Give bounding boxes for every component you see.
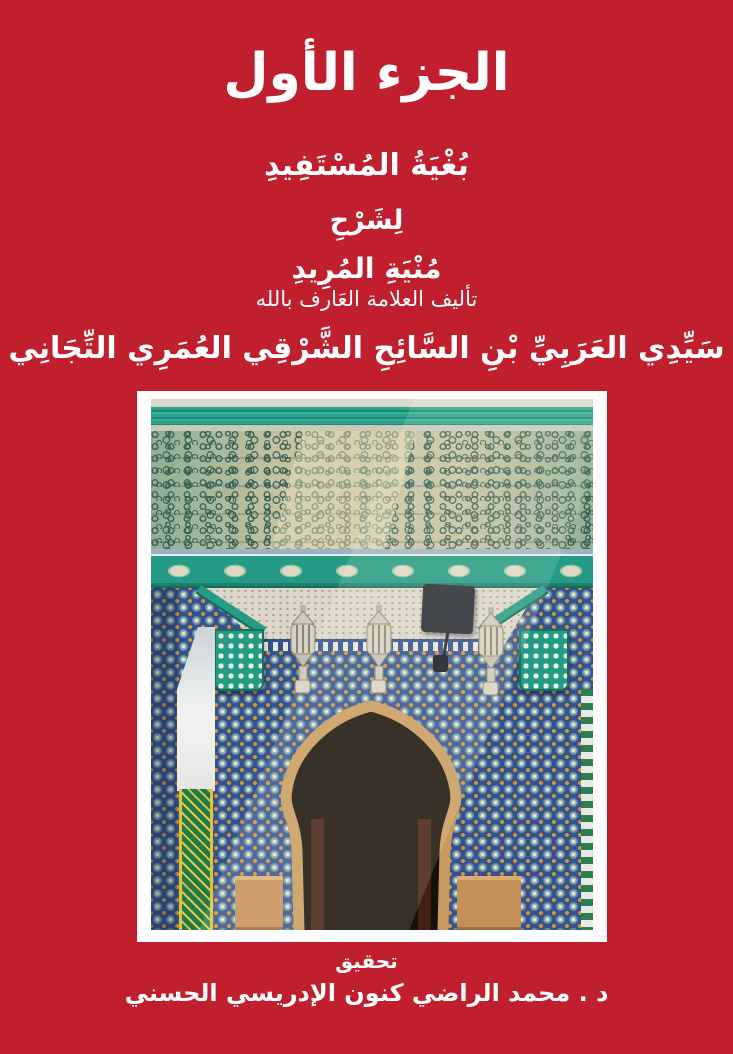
volume-title: الجزء الأول bbox=[223, 43, 510, 103]
book-title-line2: لِشَرْحِ bbox=[329, 205, 404, 236]
sunlight-overlay bbox=[151, 399, 593, 930]
mosque-photo bbox=[151, 399, 593, 930]
author-name: سَيِّدِي العَرَبِيِّ بْنِ السَّائِحِ الشَّرْقِي العُمَرِي التِّجَانِي bbox=[8, 331, 725, 366]
author-intro-line: تأليف العلامة العَارف بالله bbox=[255, 287, 478, 311]
editor-name: د . محمد الراضي كنون الإدريسي الحسني bbox=[124, 979, 609, 1007]
editor-label: تحقيق bbox=[335, 949, 398, 973]
book-title-line1: بُغْيَةُ المُسْتَفِيدِ bbox=[264, 148, 469, 183]
mosque-photo-frame bbox=[137, 391, 607, 942]
book-title-line3: مُنْيَةِ المُرِيدِ bbox=[291, 252, 442, 285]
